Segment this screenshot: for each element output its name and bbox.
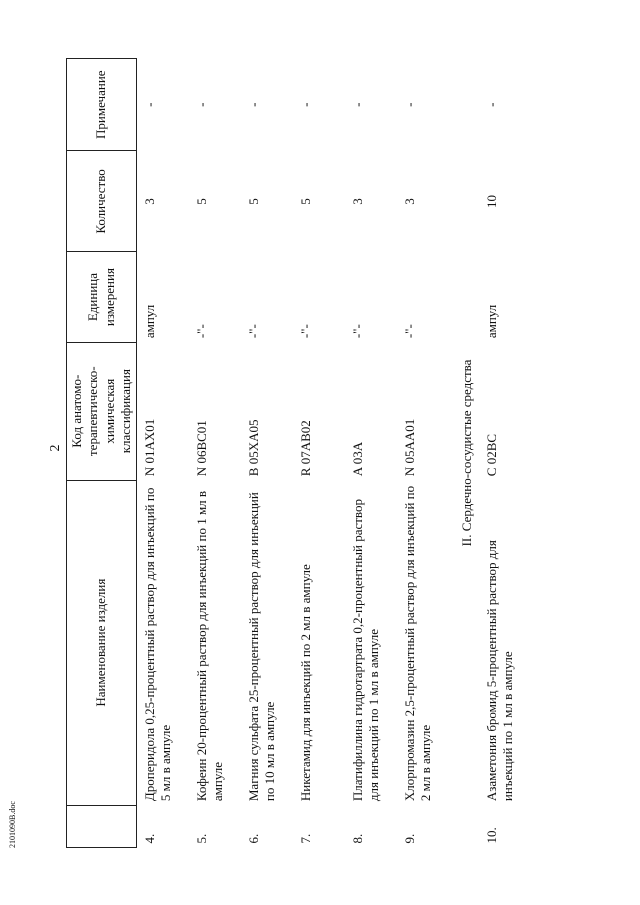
row-unit: -"- (193, 324, 209, 339)
row-name: Никетамид для инъекций по 2 мл в ампуле (297, 564, 313, 802)
row-note: - (401, 102, 417, 107)
row-code: B 05XA05 (245, 419, 261, 477)
table-row (293, 59, 345, 848)
header-code: Код анатомо-терапевтическо-химическая классификация (67, 342, 137, 480)
row-unit: -"- (297, 324, 313, 339)
table-row (137, 59, 189, 848)
row-code: A 03A (349, 441, 365, 477)
row-number: 10. (483, 827, 499, 844)
row-note: - (193, 102, 209, 107)
row-number: 6. (245, 833, 261, 844)
row-number: 5. (193, 833, 209, 844)
section-heading: II. Сердечно-сосудистые средства (458, 359, 474, 547)
row-code: N 05AA01 (401, 418, 417, 477)
header-name: Наименование изделия (67, 480, 137, 805)
row-number: 4. (142, 833, 157, 844)
row-quantity: 10 (483, 194, 499, 208)
row-name: Кофеин 20-процентный раствор для инъекций по 1 мл в ампуле (193, 490, 225, 802)
row-unit: -"- (401, 324, 417, 339)
row-number: 8. (349, 833, 365, 844)
row-code: R 07AB02 (297, 420, 313, 477)
row-quantity: 5 (297, 198, 313, 205)
row-note: - (245, 102, 261, 107)
row-quantity: 3 (142, 198, 157, 205)
table-row (397, 59, 449, 848)
row-note: - (142, 102, 157, 107)
header-quantity: Количество (67, 151, 137, 252)
row-name: Азаметония бромид 5-процентный раствор для инъекций по 1 мл в ампуле (483, 540, 515, 802)
row-note: - (297, 102, 313, 107)
table-row (189, 59, 241, 848)
row-quantity: 5 (193, 198, 209, 205)
row-code: N 06BC01 (193, 420, 209, 477)
rotated-table-container (66, 58, 542, 848)
row-quantity: 3 (401, 198, 417, 205)
row-note: - (483, 102, 499, 107)
row-quantity: 3 (349, 198, 365, 205)
row-number: 7. (297, 833, 313, 844)
row-number: 9. (401, 833, 417, 844)
section-heading-row (449, 59, 479, 848)
row-quantity: 5 (245, 198, 261, 205)
table-row (241, 59, 293, 848)
table-row (345, 59, 397, 848)
header-number (67, 805, 137, 847)
table-header-row (67, 59, 137, 848)
row-unit: ампул (483, 304, 499, 339)
row-unit: ампул (142, 304, 157, 339)
page-number: 2 (48, 444, 63, 452)
row-unit: -"- (349, 324, 365, 339)
header-note: Примечание (67, 59, 137, 151)
row-name: Магния сульфата 25-процентный раствор для инъекций по 10 мл в ампуле (245, 492, 277, 802)
row-note: - (349, 102, 365, 107)
row-name: Платифиллина гидротартрата 0,2-процентный раствор для инъекций по 1 мл в ампуле (349, 499, 381, 802)
medication-table (66, 58, 531, 848)
row-code: N 01AX01 (142, 418, 157, 477)
document-filename: 2101090В.doc (8, 801, 17, 848)
table-row (479, 59, 531, 848)
row-code: C 02BC (483, 433, 499, 477)
header-unit: Единица измерения (67, 252, 137, 342)
row-unit: -"- (245, 324, 261, 339)
row-name: Дроперидола 0,25-процентный раствор для инъекций по 5 мл в ампуле (142, 487, 174, 802)
row-name: Хлорпромазин 2,5-процентный раствор для инъекций по 2 мл в ампуле (401, 485, 433, 802)
